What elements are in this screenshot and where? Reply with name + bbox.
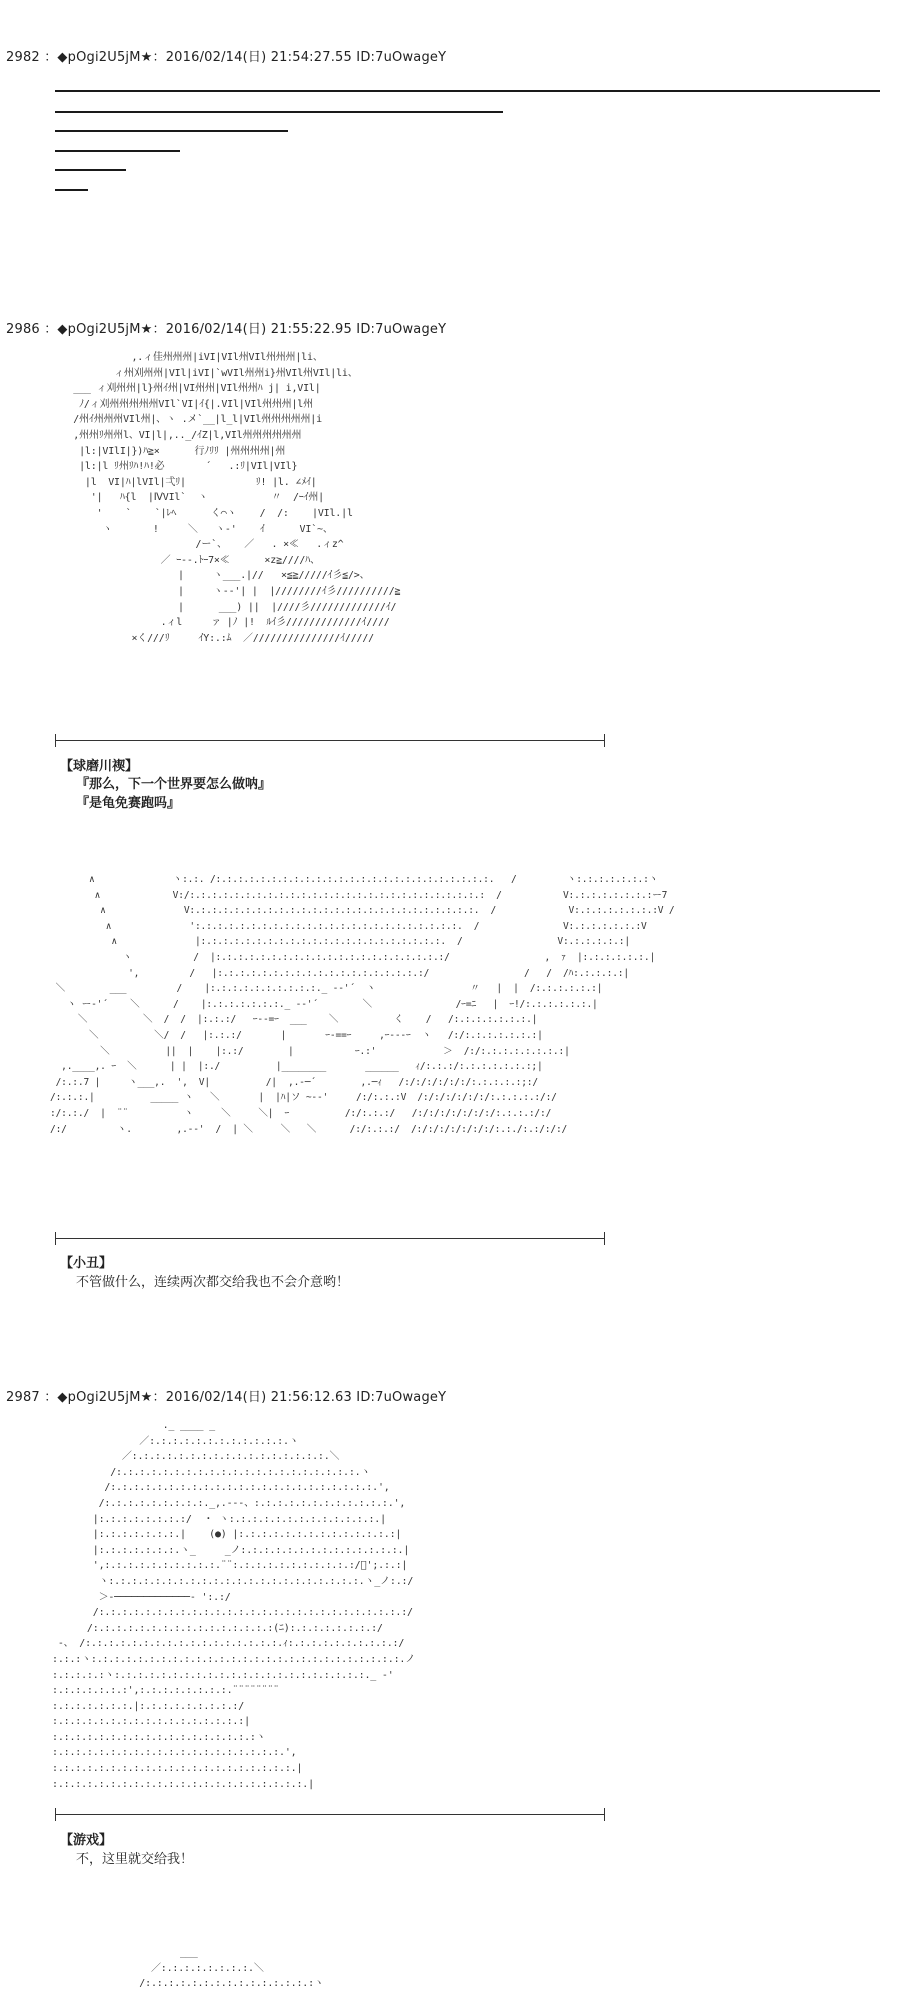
dialogue-line: 不，这里就交给我！ xyxy=(76,1852,194,1867)
section-divider xyxy=(55,740,605,741)
ascii-art-character: ,.ィ佳州州州|iVI|VIl州VIl州州州|li、 ィ州刈州州|VIl|iVI|`wVIl州州i}州VIl州VIl|li、 ___ ィ刈州州|l}州ｲ州|VI州州|VIl州州ﾊ j| i,VIl| ﾉ/ィ刈州州州州州VIl`VI|ｲ{|.VIl|VIl州州州|l州 /州ｲ州州州VIl州|、ヽ .メ`__|l_l|VIl州州州州州|i ,州州ﾘ州州l、VI|l|,.._/ｲZ|l,VIl州州州州州州 |l:|VIlI|})ﾊ≧× 行ﾉﾘﾘ |州州州州|州 |l:|l ﾘ州ﾘﾊ!ﾊ!必 ´ .:ﾘ|VIl|VIl} |l VI|ﾊ|lVIl|弌ﾘ| ﾘ! |l. ∠ﾒｲ| '| ﾊ{l |ⅣVIl` ヽ 〃 /ｰｲ州| ' ` `|ﾚﾍ く⌒ヽ / /: |VIl.|l ヽ ! ＼ ヽ-' ｲ VI`~、 /ー`、 ／ . ×≪ .ィz^ ／ ｰ‐-.ﾄｰ7×≪ ×z≧////ﾊ、 | ヽ___.|// ×≦≧/////ｲ彡≦/>、 | ヽ-‐'| | |////////ｲ彡//////////≧ | ___) || |////彡/////////////ｲ/ .ィl ァ |ﾉ |! ﾙｲ彡/////////////ｲ//// ×く///ﾘ ｲY:.:ﾑ ／///////////////ｲ///// xyxy=(73,352,401,644)
dialogue-line: 『是龟免赛跑吗』 xyxy=(76,796,181,811)
deleted-line xyxy=(55,90,880,92)
deleted-line xyxy=(55,169,126,171)
dialogue-line: 『那么，下一个世界要怎么做呐』 xyxy=(76,777,272,792)
ascii-art-character: ._ ____ _ ／:.:.:.:.:.:.:.:.:.:.:.:.ヽ ／:.:.:.:.:.:.:.:.:.:.:.:.:.:.:.:.:.＼ /:.:.:.:.:.:.:.:.:.:.:.:.:.:.:.:.:.:.:.:.:.ヽ /:.:.:.:.:.:.:.:.:.:.:.:.:.:.:.:.:.:.:.:.:.:.:.', /:.:.:.:.:.:.:.:.:._,.-‐-、:.:.:.:.:.:.:.:.:.:.:.:.', |:.:.:.:.:.:.:.:/ ・ ヽ:.:.:.:.:.:.:.:.:.:.:.:.:.| |:.:.:.:.:.:.:.| (●) |:.:.:.:.:.:.:.:.:.:.:.:.:.:| |:.:.:.:.:.:.:.ヽ_ _ノ:.:.:.:.:.:.:.:.:.:.:.:.:.:.| ',:.:.:.:.:.:.:.:.:.:.¨¨:.:.:.:.:.:.:.:.:.:.:/ﾟ';.:.:| ヽ:.:.:.:.:.:.:.:.:.:.:.:.:.:.:.:.:.:.:.:.:.:.ヽ_ノ:.:/ ＞‐─────────────‐ ':.:/ /:.:.:.:.:.:.:.:.:.:.:.:.:.:.:.:.:.:.:.:.:.:.:.:.:.:.:/ /:.:.:.:.:.:.:.:.:.:.:.:.:.:.:.:(ﾆ):.:.:.:.:.:.:.:/ ‐、 /:.:.:.:.:.:.:.:.:.:.:.:.:.:.:.:.:.ｨ:.:.:.:.:.:.:.:.:.:/ :.:.:ヽ:.:.:.:.:.:.:.:.:.:.:.:.:.:.:.:.:.:.:.:.:.:.:.:.:.:.:.ノ :.:.:.:.:ヽ:.:.:.:.:.:.:.:.:.:.:.:.:.:.:.:.:.:.:.:.:.:._ ‐' :.:.:.:.:.:.:',:.:.:.:.:.:.:.:.¨¨¨¨¨¨¨¨ :.:.:.:.:.:.:.|:.:.:.:.:.:.:.:.:/ :.:.:.:.:.:.:.:.:.:.:.:.:.:.:.:.:| :.:.:.:.:.:.:.:.:.:.:.:.:.:.:.:.:.:ヽ :.:.:.:.:.:.:.:.:.:.:.:.:.:.:.:.:.:.:.:.', :.:.:.:.:.:.:.:.:.:.:.:.:.:.:.:.:.:.:.:.:.| :.:.:.:.:.:.:.:.:.:.:.:.:.:.:.:.:.:.:.:.:.:.| xyxy=(52,1420,416,1790)
deleted-line xyxy=(55,111,503,113)
dialogue-line: 不管做什么，连续两次都交给我也不会介意哟！ xyxy=(76,1275,350,1290)
ascii-art-scene: ∧ ヽ:.:. /:.:.:.:.:.:.:.:.:.:.:.:.:.:.:.:.:.:.:.:.:.:.:.:.:. / ヽ:.:.:.:.:.:.:ヽ ∧ V:/:.:.:.:.:.:.:.:.:.:.:.:.:.:.:.:.:.:.:.:.:.:.:.:.:.:.: / V:.:.:.:.:.:.:.:ー7 ∧ V:.:.:.:.:.:.:.:.:.:.:.:.:.:.:.:.:.:.:.:.:.:.:.:.:.:. / V:.:.:.:.:.:.:.:V / ∧ ':.:.:.:.:.:.:.:.:.:.:.:.:.:.:.:.:.:.:.:.:.:.:.:. / V:.:.:.:.:.:.:V ∧ |:.:.:.:.:.:.:.:.:.:.:.:.:.:.:.:.:.:.:.:.:.:. / V:.:.:.:.:.:| ヽ / |:.:.:.:.:.:.:.:.:.:.:.:.:.:.:.:.:.:.:.:.:/ , ｧ |:.:.:.:.:.:.| ', / |:.:.:.:.:.:.:.:.:.:.:.:.:.:.:.:.:.:.:/ / / /ﾊ:.:.:.:.:| ＼ ___ / |:.:.:.:.:.:.:.:.:.:._ -‐'´ ヽ 〃 | | /:.:.:.:.:.:| ヽ ー‐'´ ＼ / |:.:.:.:.:.:.:._ -‐'´ ＼ /ｰ=ﾆ | ｰ!/:.:.:.:.:.:.| ＼ ＼ / / |:.:.:/ ｰ‐-=ｰ ___ ＼ く / /:.:.:.:.:.:.:.| ＼ ＼/ / |:.:.:/ | ｰ‐==ｰ ,ｰ-‐-ｰ ヽ /:/:.:.:.:.:.:.:| ＼ || | |:.:/ | ｰ.:' ＞ /:/:.:.:.:.:.:.:.:| ,.____,. ｰ ＼ | | |:./ |________ ______ ｨ/:.:.:/:.:.:.:.:.:.:;| /:.:.7 | ヽ___,. ', V| /| ,.-─´ ,.─ｨ /:/:/:/:/:/:/:.:.:.:.:;:/ /:.:.:.| _____ ヽ ＼ | |ﾊ|ソ ~-‐' /:/:.:.:V /:/:/:/:/:/:/:.:.:.:.:/:/ :/:.:./ | ¨¨ ヽ ＼ ＼| ｰ /:/:.:.:/ /:/:/:/:/:/:/:/:.:.:.:/:/ /:/ ヽ. ,.-‐' / | ＼ ＼ ＼ /:/:.:.:/ /:/:/:/:/:/:/:/:.:./:.:/:/:/ xyxy=(50,874,675,1135)
section-divider xyxy=(55,1238,605,1239)
ascii-art-fragment: ___ ／:.:.:.:.:.:.:.:.＼ /:.:.:.:.:.:.:.:.:.:.:.:.:.:.:ヽ xyxy=(139,1947,324,1990)
deleted-line xyxy=(55,150,180,152)
speaker-label: 【小丑】 xyxy=(60,1256,113,1271)
speaker-label: 【球磨川禊】 xyxy=(60,759,139,774)
post-header-2986: 2986 ：◆pOgi2U5jM★：2016/02/14(日) 21:55:22.95 ID:7uOwageY xyxy=(6,322,447,337)
deleted-line xyxy=(55,130,288,132)
speaker-label: 【游戏】 xyxy=(60,1833,113,1848)
section-divider xyxy=(55,1814,605,1815)
post-header-2982: 2982 ：◆pOgi2U5jM★：2016/02/14(日) 21:54:27.55 ID:7uOwageY xyxy=(6,50,447,65)
deleted-line xyxy=(55,189,88,191)
post-header-2987: 2987 ：◆pOgi2U5jM★：2016/02/14(日) 21:56:12.63 ID:7uOwageY xyxy=(6,1390,447,1405)
